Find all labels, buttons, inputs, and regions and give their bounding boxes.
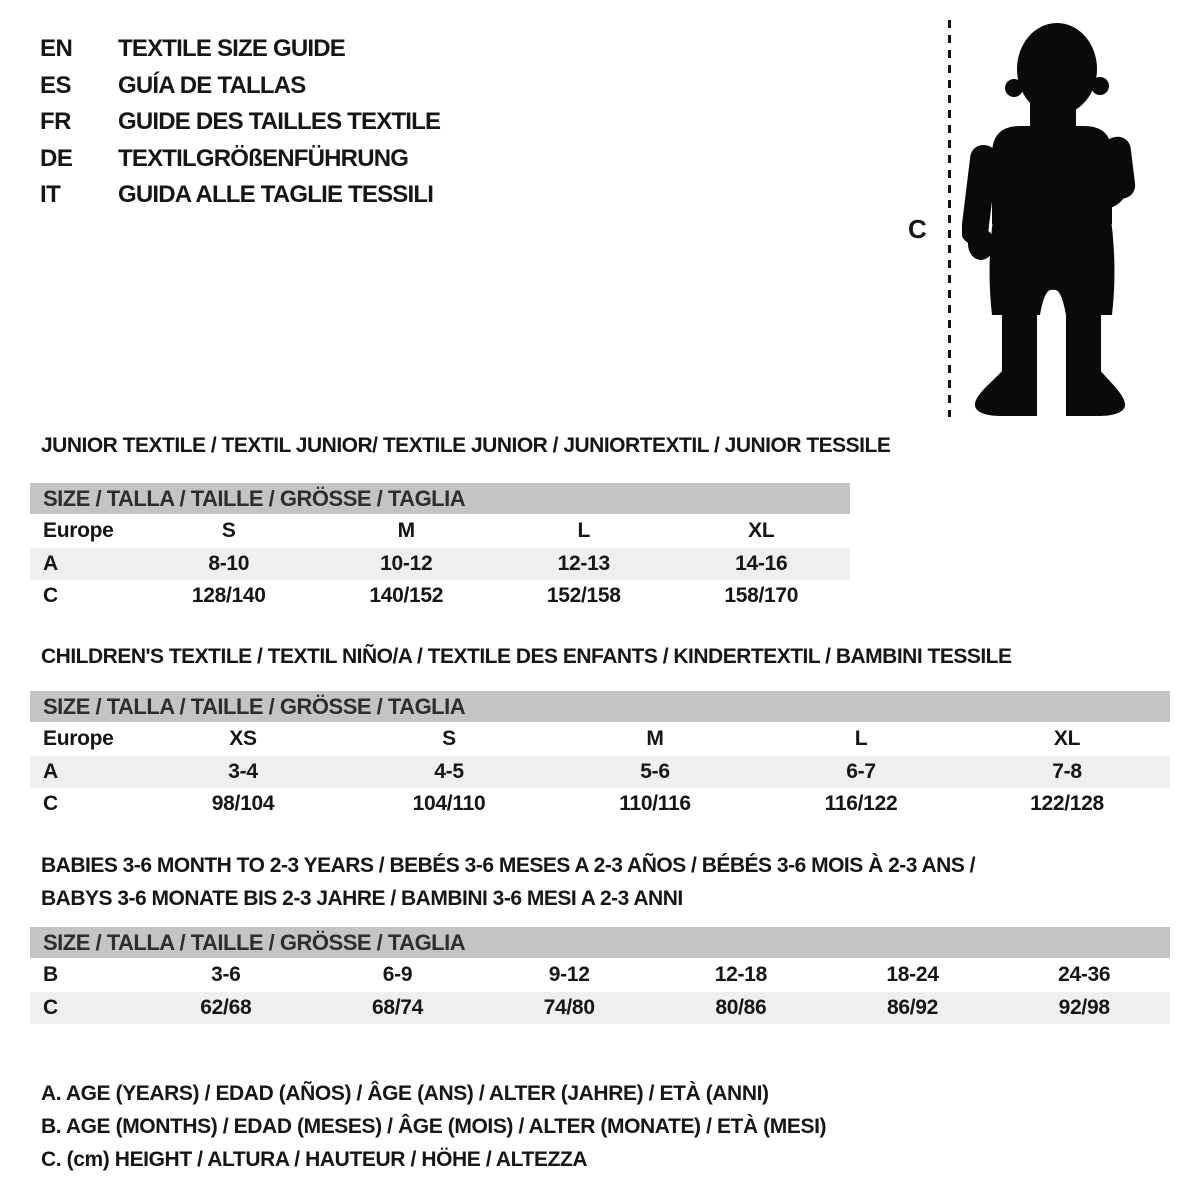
row-label: A xyxy=(43,760,58,783)
months-cell: 12-18 xyxy=(714,963,767,986)
size-cell: S xyxy=(221,519,236,542)
height-cell: 158/170 xyxy=(724,584,799,607)
junior-section-title: JUNIOR TEXTILE / TEXTIL JUNIOR/ TEXTILE JUNIOR / JUNIORTEXTIL / JUNIOR TESSILE xyxy=(41,434,891,457)
height-cell: 62/68 xyxy=(200,996,252,1019)
size-header-label: SIZE / TALLA / TAILLE / GRÖSSE / TAGLIA xyxy=(43,693,466,719)
legend-footnotes xyxy=(41,1077,826,1176)
height-cell: 92/98 xyxy=(1058,996,1110,1019)
table-row-europe xyxy=(30,514,850,548)
babies-title-line1: BABIES 3-6 MONTH TO 2-3 YEARS / BEBÉS 3-6 MESES A 2-3 AÑOS / BÉBÉS 3-6 MOIS À 2-3 ANS / xyxy=(41,854,976,877)
language-code: ES xyxy=(40,71,72,99)
size-cell: M xyxy=(397,519,415,542)
table-row-europe xyxy=(30,722,1170,756)
row-label: C xyxy=(43,792,58,815)
language-row-de xyxy=(40,141,440,178)
language-guide-list xyxy=(40,31,440,214)
junior-size-table xyxy=(30,483,850,612)
language-code: IT xyxy=(40,181,61,209)
footnote-age-months: B. AGE (MONTHS) / EDAD (MESES) / ÂGE (MOIS) / ALTER (MONATE) / ETÀ (MESI) xyxy=(41,1115,827,1138)
table-row-height xyxy=(30,788,1170,820)
table-row-height xyxy=(30,580,850,612)
guide-title-es: GUÍA DE TALLAS xyxy=(118,71,306,99)
language-code: DE xyxy=(40,144,73,172)
language-code: EN xyxy=(40,35,73,63)
height-cell: 152/158 xyxy=(546,584,621,607)
height-cell: 116/122 xyxy=(824,792,898,815)
height-cell: 80/86 xyxy=(715,996,767,1019)
babies-size-table xyxy=(30,927,1170,1024)
age-cell: 7-8 xyxy=(1052,760,1082,783)
size-header-label: SIZE / TALLA / TAILLE / GRÖSSE / TAGLIA xyxy=(43,929,466,955)
height-cell: 98/104 xyxy=(211,792,275,815)
babies-section-title xyxy=(41,850,975,916)
height-cell: 110/116 xyxy=(619,792,691,815)
months-cell: 3-6 xyxy=(211,963,241,986)
language-row-fr xyxy=(40,104,440,141)
months-cell: 6-9 xyxy=(382,963,413,986)
height-measure-label: C xyxy=(908,214,927,244)
months-cell: 18-24 xyxy=(886,963,939,986)
footnote-age-years: A. AGE (YEARS) / EDAD (AÑOS) / ÂGE (ANS) / ALTER (JAHRE) / ETÀ (ANNI) xyxy=(41,1082,769,1105)
row-label: C xyxy=(43,996,58,1019)
size-cell: M xyxy=(646,727,664,750)
table-row-height xyxy=(30,992,1170,1024)
height-cell: 68/74 xyxy=(371,996,424,1019)
language-code: FR xyxy=(40,108,71,136)
age-cell: 10-12 xyxy=(380,552,433,575)
footnote-height-cm: C. (cm) HEIGHT / ALTURA / HAUTEUR / HÖHE / ALTEZZA xyxy=(41,1148,588,1171)
row-label: Europe xyxy=(43,519,114,542)
months-cell: 9-12 xyxy=(548,963,590,986)
row-label: B xyxy=(43,963,58,986)
age-cell: 5-6 xyxy=(640,760,670,783)
children-section-title: CHILDREN'S TEXTILE / TEXTIL NIÑO/A / TEXTILE DES ENFANTS / KINDERTEXTIL / BAMBINI TESSILE xyxy=(41,645,1012,668)
size-cell: XS xyxy=(229,727,257,750)
size-cell: XL xyxy=(1053,727,1081,750)
babies-title-line2: BABYS 3-6 MONATE BIS 2-3 JAHRE / BAMBINI 3-6 MESI A 2-3 ANNI xyxy=(41,886,683,910)
table-row-age xyxy=(30,756,1170,788)
children-size-table xyxy=(30,691,1170,820)
age-cell: 12-13 xyxy=(557,552,610,575)
size-header-label: SIZE / TALLA / TAILLE / GRÖSSE / TAGLIA xyxy=(43,485,466,511)
table-row-months xyxy=(30,958,1170,992)
row-label: Europe xyxy=(43,727,114,750)
height-cell: 140/152 xyxy=(369,584,444,607)
age-cell: 3-4 xyxy=(228,760,258,783)
row-label: A xyxy=(43,552,58,575)
age-cell: 6-7 xyxy=(846,760,876,783)
language-row-en xyxy=(40,31,440,68)
size-cell: L xyxy=(577,519,591,542)
language-row-es xyxy=(40,68,440,105)
months-cell: 24-36 xyxy=(1058,963,1111,986)
height-measure-dashed-line xyxy=(948,20,951,417)
height-cell: 128/140 xyxy=(191,584,266,607)
height-cell: 86/92 xyxy=(886,996,939,1019)
age-cell: 4-5 xyxy=(434,760,464,783)
language-row-it xyxy=(40,177,440,214)
age-cell: 8-10 xyxy=(208,552,250,575)
height-cell: 104/110 xyxy=(412,792,486,815)
guide-title-it: GUIDA ALLE TAGLIE TESSILI xyxy=(118,181,434,209)
size-cell: L xyxy=(854,727,868,750)
row-label: C xyxy=(43,584,58,607)
height-cell: 74/80 xyxy=(543,996,595,1019)
guide-title-en: TEXTILE SIZE GUIDE xyxy=(118,35,345,63)
size-header-bar xyxy=(30,483,850,514)
size-header-bar xyxy=(30,927,1170,958)
table-row-age xyxy=(30,548,850,580)
baby-silhouette-icon xyxy=(962,14,1142,419)
guide-title-de: TEXTILGRÖßENFÜHRUNG xyxy=(118,144,409,172)
height-cell: 122/128 xyxy=(1030,792,1104,815)
size-header-bar xyxy=(30,691,1170,722)
guide-title-fr: GUIDE DES TAILLES TEXTILE xyxy=(118,108,441,136)
size-cell: XL xyxy=(748,519,775,542)
age-cell: 14-16 xyxy=(735,552,788,575)
size-cell: S xyxy=(442,727,456,750)
